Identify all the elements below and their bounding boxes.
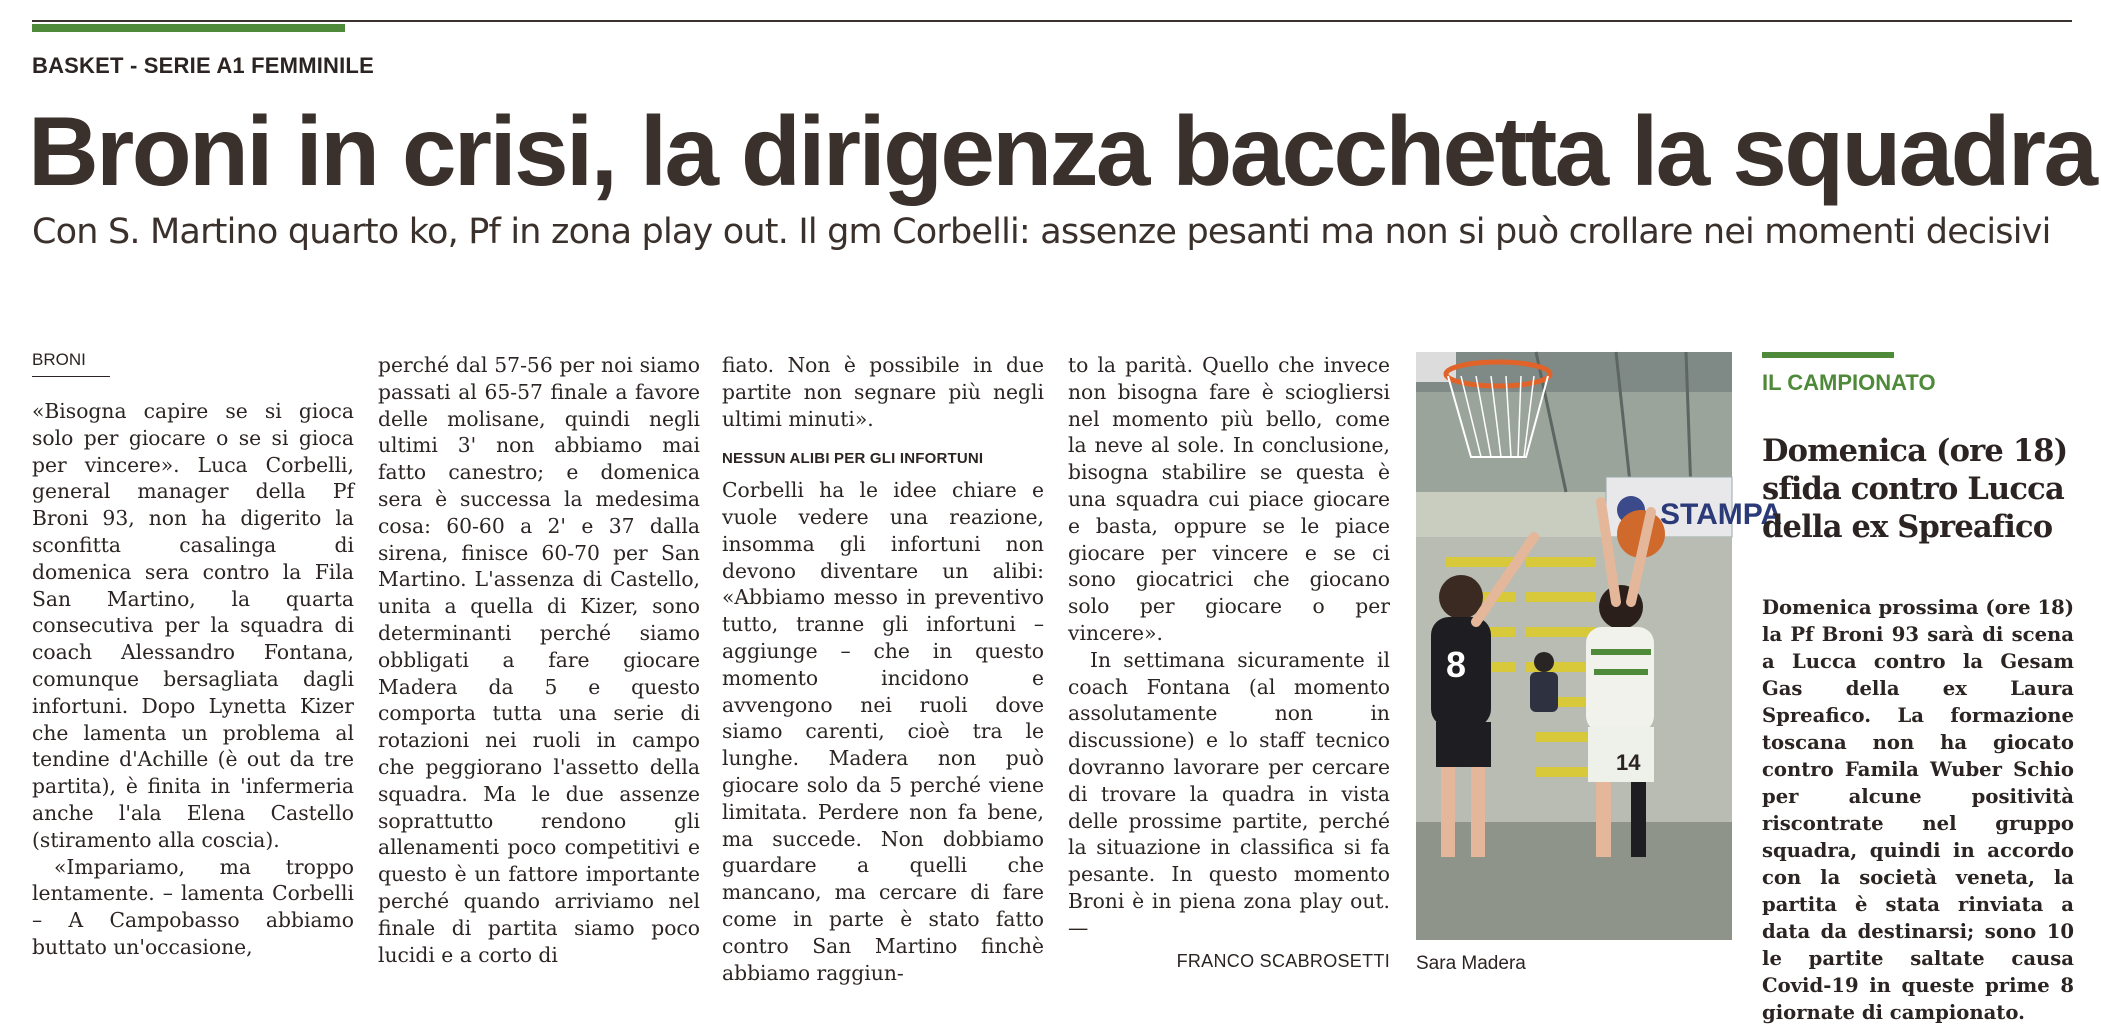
article-column-2 — [378, 352, 700, 968]
sidebar-accent-bar — [1762, 352, 1894, 358]
paragraph: Corbelli ha le idee chiare e vuole vedere una reazione, insomma gli infortuni non devono diventare un alibi: «Abbiamo messo in preventivo tutto, tranne gli infortuni – aggiunge – che in questo momento incidono e avvengono nei ruoli dove siamo carenti, cioè tra le lunghe. Madera non può giocare solo da 5 perché viene limitata. Perdere non fa bene, ma succede. Non dobbiamo guardare a quelli che mancano, ma cercare di fare come in parte è stato fatto contro San Martino finchè abbiamo raggiun- — [722, 478, 1044, 985]
sidebar-title: Domenica (ore 18) sfida contro Lucca della ex Spreafico — [1762, 433, 2068, 545]
sidebar-text: Domenica prossima (ore 18) la Pf Broni 93 sarà di scena a Lucca contro la Gesam Gas della ex Laura Spreafico. La formazione toscana non ha giocato contro Famila Wuber Schio per alcune positività riscontrate nel gruppo squadra, quindi in accordo con la società veneta, la partita è stata rinviata a data da destinarsi; sono 10 le partite saltate causa Covid-19 in queste prime 8 giornate di campionato. — [1762, 596, 2074, 1024]
jersey-number-right: 14 — [1616, 750, 1641, 775]
jersey-number-left: 8 — [1446, 644, 1467, 685]
headline: Broni in crisi, la dirigenza bacchetta la squadra — [28, 96, 2096, 206]
dateline-rule — [32, 376, 110, 377]
subsection-heading: NESSUN ALIBI PER GLI INFORTUNI — [722, 450, 984, 468]
article-photo — [1416, 352, 1783, 940]
subheadline: Con S. Martino quarto ko, Pf in zona play out. Il gm Corbelli: assenze pesanti ma non si può crollare nei momenti decisivi — [32, 212, 2051, 252]
paragraph: to la parità. Quello che invece non bisogna fare è sciogliersi nel momento più bello, come la neve al sole. In conclusione, bisogna stabilire se questa è una squadra cui piace giocare e basta, oppure se le piace giocare per vincere e se ci sono giocatrici che giocano solo per giocare o per vincere». — [1068, 353, 1390, 645]
section-accent-bar — [32, 24, 345, 32]
banner-text: STAMPA — [1660, 498, 1783, 531]
section-kicker: BASKET - SERIE A1 FEMMINILE — [32, 53, 374, 78]
spectator — [1530, 652, 1558, 712]
article-column-1 — [32, 398, 354, 961]
dateline-block — [32, 350, 110, 377]
photo-caption: Sara Madera — [1416, 953, 1526, 974]
paragraph: fiato. Non è possibile in due partite non segnare più negli ultimi minuti». — [722, 353, 1044, 431]
sidebar-box — [1762, 352, 2074, 1026]
article-column-4 — [1068, 352, 1390, 974]
top-rule — [32, 20, 2072, 22]
paragraph: «Bisogna capire se si gioca solo per giocare o se si gioca per vincere». Luca Corbelli, general manager della Pf Broni 93, non ha digerito la sconfitta casalinga di domenica sera contro la Fila San Martino, la quarta consecutiva per la squadra di coach Alessandro Fontana, comunque bersagliata dagli infortuni. Dopo Lynetta Kizer che lamenta un problema al tendine d'Achille (è out da tre partita), è finita in 'infermeria anche l'ala Elena Castello (stiramento alla coscia). — [32, 399, 354, 852]
article-column-3 — [722, 352, 1044, 986]
paragraph: perché dal 57-56 per noi siamo passati al 65-57 finale a favore delle molisane, quindi negli ultimi 3' non abbiamo mai fatto canestro; e domenica sera è successa la medesima cosa: 60-60 a 2' e 37 dalla sirena, finisce 60-70 per San Martino. L'assenza di Castello, unita a quella di Kizer, sono determinanti perché siamo obbligati a fare giocare Madera da 5 e questo comporta tutta una serie di rotazioni nei ruoli in campo che peggiorano l'assetto della squadra. Ma le due assenze soprattutto rendono gli allenamenti poco competitivi e questo è un fattore importante perché quando arriviamo nel finale di partita siamo poco lucidi e a corto di — [378, 353, 700, 967]
paragraph: In settimana sicuramente il coach Fontana (al momento assolutamente non in discussione) e lo staff tecnico dovranno lavorare per cercare di trovare la quadra in vista delle prossime partite, perché la situazione in classifica si fa pesante. In questo momento Broni è in piena zona play out. — — [1068, 647, 1390, 940]
byline: FRANCO SCABROSETTI — [1176, 950, 1390, 971]
dateline: BRONI — [32, 350, 86, 369]
paragraph: «Impariamo, ma troppo lentamente. – lamenta Corbelli – A Campobasso abbiamo buttato un'occasione, — [32, 854, 354, 959]
sidebar-label: IL CAMPIONATO — [1762, 370, 1936, 395]
